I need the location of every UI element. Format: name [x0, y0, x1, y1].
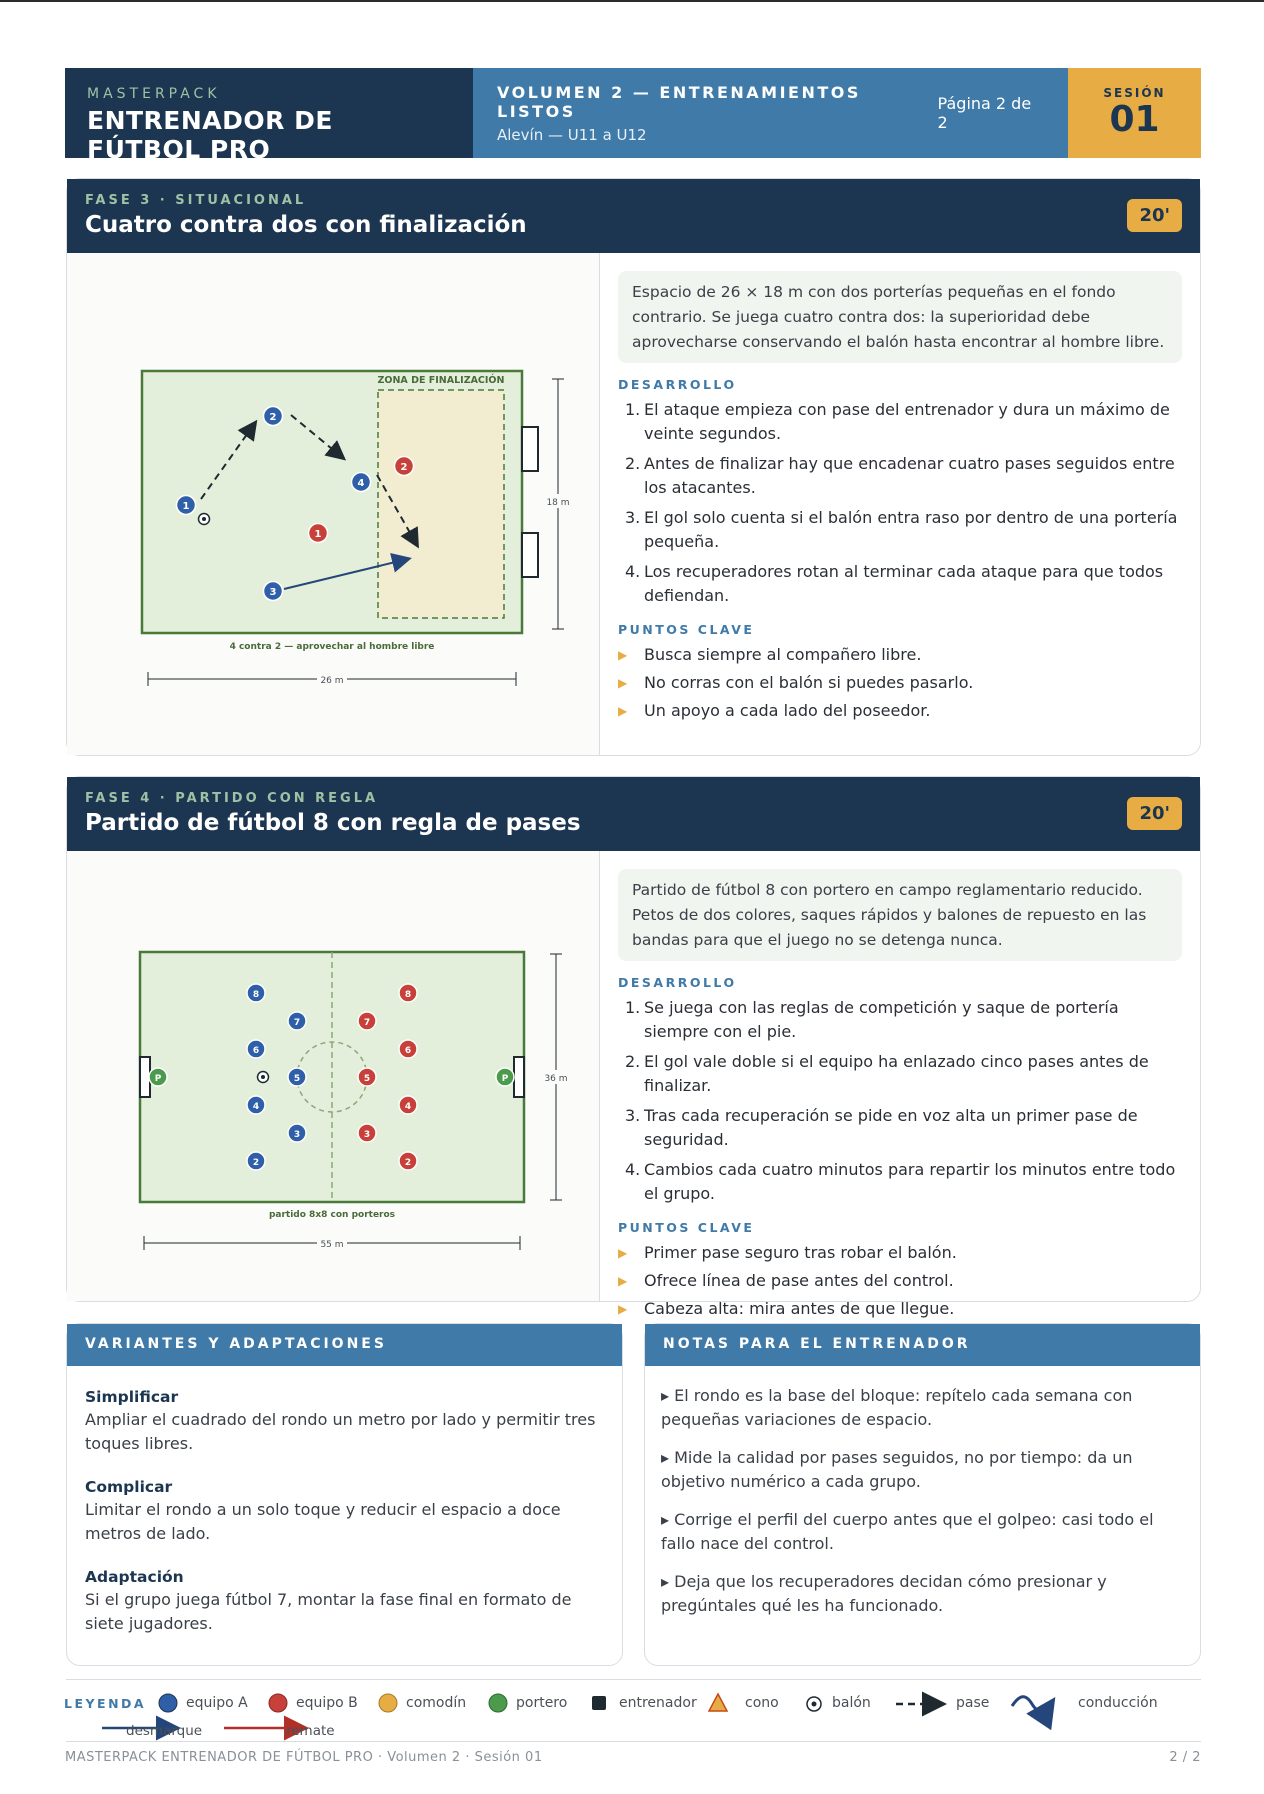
player-a2: [247, 1152, 265, 1170]
note-item: ▸ El rondo es la base del bloque: repítelo cada semana con pequeñas variaciones de espacio.: [661, 1386, 1133, 1429]
zone-label: ZONA DE FINALIZACIÓN: [377, 375, 505, 386]
header-brand-block: [65, 68, 473, 164]
svg-text:5: 5: [363, 1074, 371, 1084]
key-point: ▶ Busca siempre al compañero libre.: [618, 643, 1182, 667]
finishing-zone: [378, 390, 504, 618]
player-b7: [358, 1012, 376, 1030]
variants-heading: VARIANTES Y ADAPTACIONES: [67, 1324, 622, 1366]
page-indicator: Página 2 de 2: [937, 94, 1032, 132]
drill-diagram: [67, 851, 600, 1301]
player-b2: [399, 1152, 417, 1170]
phase-card-3: [66, 178, 1201, 756]
session-label: SESIÓN: [1103, 86, 1166, 101]
svg-text:P: P: [154, 1074, 162, 1084]
variant-item: [85, 1478, 604, 1546]
triangle-bullet-icon: ▶: [618, 1302, 628, 1317]
note-item: ▸ Corrige el perfil del cuerpo antes que el golpeo: casi todo el fallo nace del control.: [661, 1510, 1154, 1553]
variant-text: Limitar el rondo a un solo toque y reducir el espacio a doce metros de lado.: [85, 1500, 561, 1543]
step-item: 4. Cambios cada cuatro minutos para repartir los minutos entre todo el grupo.: [625, 1160, 1176, 1204]
variant-title: Complicar: [85, 1478, 173, 1496]
coach-icon: [592, 1696, 606, 1710]
key-points: [618, 643, 1182, 723]
legend-item: comodín: [406, 1695, 467, 1711]
svg-text:4: 4: [404, 1102, 412, 1112]
key-point: ▶ Primer pase seguro tras robar el balón.: [618, 1241, 1182, 1265]
step-item: 3. El gol solo cuenta si el balón entra raso por dentro de una portería pequeña.: [625, 508, 1178, 552]
legend-item: cono: [745, 1695, 779, 1711]
page-footer: [65, 1750, 1201, 1765]
team-b-icon: [269, 1694, 287, 1712]
key-point: ▶ Cabeza alta: mira antes de que llegue.: [618, 1297, 1182, 1321]
triangle-bullet-icon: ▶: [618, 1274, 628, 1289]
svg-text:2: 2: [269, 412, 277, 423]
variant-title: Simplificar: [85, 1388, 179, 1406]
variant-text: Si el grupo juega fútbol 7, montar la fase final en formato de siete jugadores.: [85, 1590, 572, 1633]
team-a-icon: [159, 1694, 177, 1712]
phase-kicker: FASE 4 · PARTIDO CON REGLA: [85, 791, 379, 806]
svg-text:3: 3: [293, 1130, 301, 1140]
duration-badge: 20': [1127, 199, 1182, 232]
svg-text:1: 1: [314, 529, 322, 540]
development-heading: DESARROLLO: [618, 975, 737, 991]
variant-item: [85, 1388, 604, 1456]
goal-right: [514, 1057, 524, 1097]
player-b6: [399, 1040, 417, 1058]
phase-header: [67, 179, 1200, 253]
phase-intro: Espacio de 26 × 18 m con dos porterías pequeñas en el fondo contrario. Se juega cuatro contra dos: la superioridad debe aprovecharse conservando el balón hasta encontrar al hombre libre.: [618, 271, 1182, 363]
legend-title: LEYENDA: [64, 1696, 147, 1711]
step-item: 3. Tras cada recuperación se pide en voz alta un primer pase de seguridad.: [625, 1106, 1138, 1150]
height-label: 36 m: [544, 1074, 568, 1084]
pitch-diagram-4v2: [67, 253, 600, 757]
step-item: 2. Antes de finalizar hay que encadenar cuatro pases seguidos entre los atacantes.: [625, 454, 1175, 498]
width-label: 26 m: [320, 676, 344, 686]
volume-title: VOLUMEN 2 — ENTRENAMIENTOS LISTOS: [497, 82, 861, 121]
header-volume-block: [473, 68, 1068, 158]
phase-description: [600, 253, 1200, 755]
duration-badge: 20': [1127, 797, 1182, 830]
session-badge: [1068, 68, 1201, 158]
development-heading: DESARROLLO: [618, 377, 737, 393]
phase-intro: Partido de fútbol 8 con portero en campo reglamentario reducido. Petos de dos colores, saques rápidos y balones de repuesto en las bandas para que el juego no se detenga nunca.: [618, 869, 1182, 961]
development-steps: [618, 996, 1182, 1206]
diagram-caption: partido 8x8 con porteros: [268, 1210, 396, 1220]
legend-item: equipo B: [296, 1695, 358, 1711]
player-a3: [264, 582, 283, 601]
svg-text:8: 8: [252, 990, 260, 1000]
svg-text:6: 6: [252, 1046, 260, 1056]
player-a4: [352, 473, 371, 492]
legend-item: balón: [832, 1695, 871, 1711]
legend-item: pase: [956, 1695, 990, 1711]
goalkeeper-left: [149, 1068, 167, 1086]
player-b3: [358, 1124, 376, 1142]
player-b4: [399, 1096, 417, 1114]
drill-diagram: [67, 253, 600, 755]
development-steps: [618, 398, 1182, 608]
svg-text:4: 4: [357, 478, 365, 489]
goalkeeper-right: [496, 1068, 514, 1086]
small-goal-top: [522, 427, 538, 471]
key-points: [618, 1241, 1182, 1321]
dribble-arrow-icon: [1012, 1697, 1052, 1712]
player-a6: [247, 1040, 265, 1058]
player-a5: [288, 1068, 306, 1086]
footer-rule: [66, 1741, 1201, 1742]
player-a7: [288, 1012, 306, 1030]
svg-text:P: P: [501, 1074, 509, 1084]
step-item: 4. Los recuperadores rotan al terminar cada ataque para que todos defiendan.: [625, 562, 1164, 606]
triangle-bullet-icon: ▶: [618, 1246, 628, 1261]
goalkeeper-icon: [489, 1694, 507, 1712]
legend-item: portero: [516, 1695, 568, 1711]
variant-title: Adaptación: [85, 1568, 184, 1586]
legend-item: conducción: [1078, 1695, 1158, 1711]
svg-text:7: 7: [363, 1018, 371, 1028]
svg-text:4: 4: [252, 1102, 260, 1112]
joker-icon: [379, 1694, 397, 1712]
phase-title: Partido de fútbol 8 con regla de pases: [85, 810, 581, 836]
legend-rule: [66, 1679, 1201, 1680]
small-goal-bottom: [522, 533, 538, 577]
note-item: ▸ Deja que los recuperadores decidan cómo presionar y pregúntales qué les ha funcionado.: [661, 1572, 1107, 1615]
svg-text:6: 6: [404, 1046, 412, 1056]
player-b1: [309, 524, 328, 543]
variant-item: [85, 1568, 604, 1636]
diagram-caption: 4 contra 2 — aprovechar al hombre libre: [229, 642, 435, 652]
phase-card-4: [66, 776, 1201, 1319]
key-points-heading: PUNTOS CLAVE: [618, 1220, 755, 1236]
legend-item: remate: [286, 1723, 335, 1739]
cone-icon: [709, 1694, 727, 1711]
note-item: ▸ Mide la calidad por pases seguidos, no por tiempo: da un objetivo numérico a cada grupo.: [661, 1448, 1133, 1491]
svg-text:3: 3: [363, 1130, 371, 1140]
svg-text:7: 7: [293, 1018, 301, 1028]
player-a4: [247, 1096, 265, 1114]
svg-text:2: 2: [404, 1158, 412, 1168]
triangle-bullet-icon: ▶: [618, 676, 628, 691]
player-a3: [288, 1124, 306, 1142]
age-level: Alevín — U11 a U12: [497, 125, 647, 144]
phase-description: [600, 851, 1200, 1319]
page-count: 2 / 2: [1169, 1750, 1201, 1765]
footer-text: MASTERPACK ENTRENADOR DE FÚTBOL PRO · Volumen 2 · Sesión 01: [65, 1750, 543, 1765]
svg-text:2: 2: [252, 1158, 260, 1168]
key-point: ▶ No corras con el balón si puedes pasarlo.: [618, 671, 1182, 695]
width-label: 55 m: [320, 1240, 344, 1250]
player-a8: [247, 984, 265, 1002]
legend-item: entrenador: [619, 1695, 697, 1711]
player-b2: [395, 457, 414, 476]
phase-kicker: FASE 3 · SITUACIONAL: [85, 193, 307, 208]
session-number: 01: [1109, 99, 1160, 141]
key-point: ▶ Ofrece línea de pase antes del control.: [618, 1269, 1182, 1293]
player-a2: [264, 407, 283, 426]
phase-header: [67, 777, 1200, 851]
variant-text: Ampliar el cuadrado del rondo un metro por lado y permitir tres toques libres.: [85, 1410, 596, 1453]
svg-text:3: 3: [269, 587, 277, 598]
brand-name: MASTERPACK: [87, 86, 221, 102]
svg-text:5: 5: [293, 1074, 301, 1084]
player-b5: [358, 1068, 376, 1086]
svg-text:8: 8: [404, 990, 412, 1000]
key-points-heading: PUNTOS CLAVE: [618, 622, 755, 638]
step-item: 1. El ataque empieza con pase del entrenador y dura un máximo de veinte segundos.: [625, 400, 1170, 444]
triangle-bullet-icon: ▶: [618, 648, 628, 663]
variants-panel: [66, 1323, 623, 1666]
step-item: 2. El gol vale doble si el equipo ha enlazado cinco pases antes de finalizar.: [625, 1052, 1149, 1096]
legend-item: equipo A: [186, 1695, 248, 1711]
top-rule: [0, 0, 1264, 2]
height-label: 18 m: [546, 498, 570, 508]
pitch-diagram-8v8: [67, 851, 600, 1303]
step-item: 1. Se juega con las reglas de competición y saque de portería siempre con el pie.: [625, 998, 1119, 1042]
svg-text:1: 1: [182, 501, 190, 512]
triangle-bullet-icon: ▶: [618, 704, 628, 719]
product-title: ENTRENADOR DE FÚTBOL PRO: [87, 106, 333, 164]
legend: [64, 1690, 1204, 1738]
notes-heading: NOTAS PARA EL ENTRENADOR: [645, 1324, 1200, 1366]
key-point: ▶ Un apoyo a cada lado del poseedor.: [618, 699, 1182, 723]
player-a1: [177, 496, 196, 515]
player-b8: [399, 984, 417, 1002]
page-header: [65, 68, 1201, 164]
phase-title: Cuatro contra dos con finalización: [85, 212, 527, 238]
legend-item: desmarque: [126, 1723, 203, 1739]
coach-notes-panel: [644, 1323, 1201, 1666]
svg-text:2: 2: [400, 462, 408, 473]
